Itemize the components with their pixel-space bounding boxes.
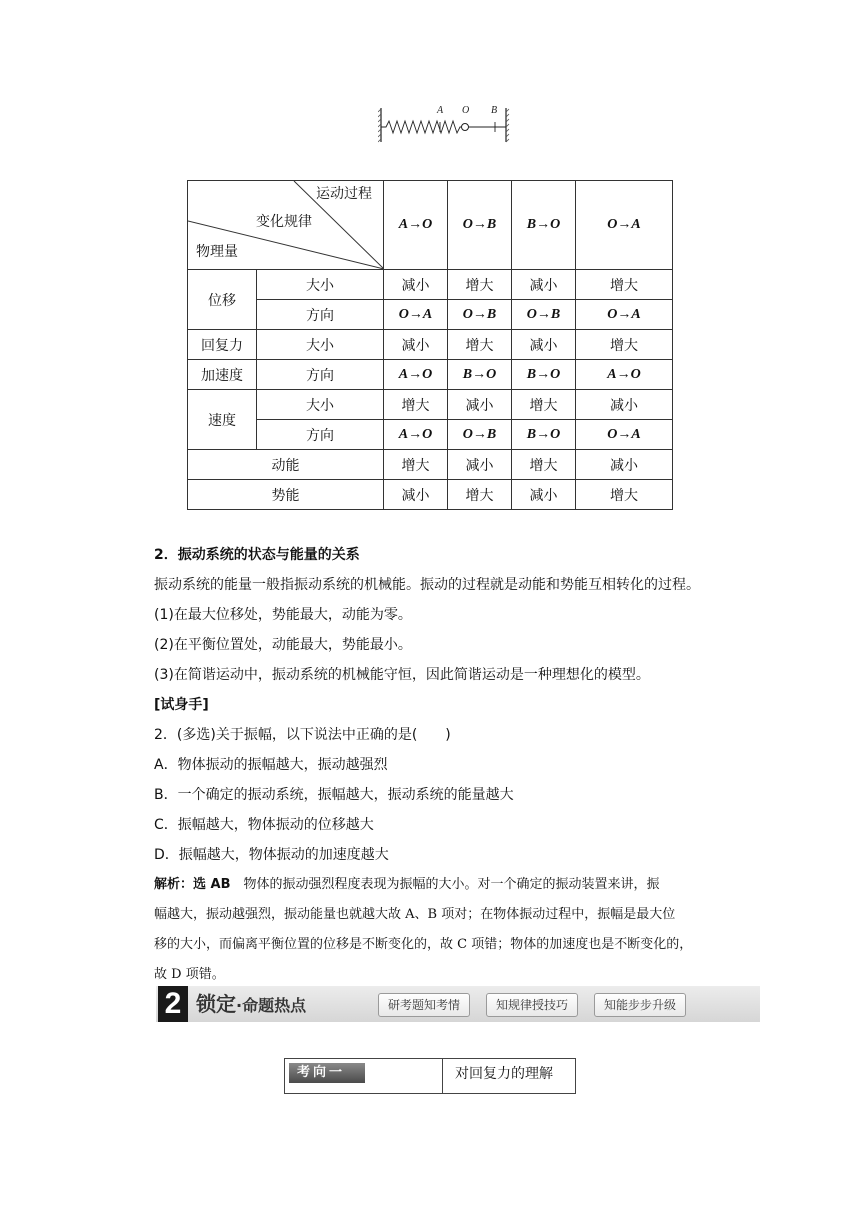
- point-o-label: O: [462, 105, 470, 116]
- table-row: [188, 300, 673, 330]
- try-label: [试身手]: [154, 697, 209, 713]
- row-sub-label: 方向: [257, 420, 384, 450]
- table-corner-header: [188, 181, 384, 270]
- question-option: B．一个确定的振动系统，振幅越大，振动系统的能量越大: [154, 787, 514, 803]
- section-body: [154, 540, 754, 990]
- question-option: C．振幅越大，物体振动的位移越大: [154, 817, 374, 833]
- table-cell: A→O: [384, 420, 448, 450]
- banner-button-levels[interactable]: 知能步步升级: [594, 993, 686, 1017]
- row-sub-label: 方向: [257, 360, 384, 390]
- table-cell: 减小: [448, 390, 512, 420]
- table-cell: 增大: [448, 330, 512, 360]
- header-process: B→O: [512, 181, 576, 270]
- oscillator-ball: [462, 124, 469, 131]
- analysis-block: [154, 870, 744, 990]
- header-process: A→O: [384, 181, 448, 270]
- point-a-label: A: [437, 105, 444, 116]
- row-group-label: 回复力: [188, 330, 257, 360]
- table-cell: O→B: [448, 420, 512, 450]
- spring-coil: [381, 121, 462, 133]
- table-cell: 增大: [576, 480, 673, 510]
- row-group-label: 加速度: [188, 360, 257, 390]
- analysis-line: 移的大小，而偏离平衡位置的位移是不断变化的，故 C 项错；物体的加速度也是不断变化的，: [154, 937, 693, 952]
- corner-label-process: 运动过程: [316, 186, 372, 202]
- header-process: O→B: [448, 181, 512, 270]
- table-row: [188, 450, 673, 480]
- banner-button-exam[interactable]: 研考题知考情: [378, 993, 470, 1017]
- table-cell: 增大: [384, 390, 448, 420]
- table-cell: 减小: [512, 480, 576, 510]
- table-row: [188, 420, 673, 450]
- table-cell: B→O: [512, 420, 576, 450]
- header-process: O→A: [576, 181, 673, 270]
- table-cell: 增大: [512, 450, 576, 480]
- table-row: [188, 270, 673, 300]
- kaoxiang-label: 对回复力的理解: [455, 1066, 553, 1082]
- row-group-label: 势能: [188, 480, 384, 510]
- banner-button-skills[interactable]: 知规律授技巧: [486, 993, 578, 1017]
- banner-number: 2: [158, 986, 188, 1022]
- kaoxiang-box: [284, 1058, 576, 1094]
- table-cell: O→A: [576, 300, 673, 330]
- table-cell: 增大: [512, 390, 576, 420]
- table-cell: 减小: [384, 330, 448, 360]
- kaoxiang-divider: [442, 1059, 443, 1093]
- analysis-label: 解析：选 AB: [154, 877, 231, 892]
- question-option: A．物体振动的振幅越大，振动越强烈: [154, 757, 388, 773]
- table-cell: 增大: [576, 330, 673, 360]
- motion-table: [187, 180, 673, 510]
- banner-subtitle: ·命题热点: [236, 996, 307, 1015]
- kaoxiang-tag: 考向一: [289, 1063, 365, 1083]
- section-intro: 振动系统的能量一般指振动系统的机械能。振动的过程就是动能和势能互相转化的过程。: [154, 577, 700, 593]
- table-row: [188, 330, 673, 360]
- analysis-line: 物体的振动强烈程度表现为振幅的大小。对一个确定的振动装置来讲，振: [230, 877, 660, 892]
- table-cell: 减小: [448, 450, 512, 480]
- table-row: [188, 480, 673, 510]
- banner-title-main: 锁定: [196, 992, 236, 1016]
- analysis-line: 幅越大，振动越强烈，振动能量也就越大故 A、B 项对；在物体振动过程中，振幅是最大位: [154, 907, 676, 922]
- section-heading: 2．振动系统的状态与能量的关系: [154, 547, 360, 563]
- row-group-label: 位移: [188, 270, 257, 330]
- banner-title: [196, 986, 306, 1024]
- table-cell: 增大: [384, 450, 448, 480]
- table-cell: 减小: [512, 270, 576, 300]
- row-group-label: 速度: [188, 390, 257, 450]
- question-option: D．振幅越大，物体振动的加速度越大: [154, 847, 389, 863]
- row-group-label: 动能: [188, 450, 384, 480]
- analysis-line: 故 D 项错。: [154, 967, 225, 982]
- table-cell: 增大: [576, 270, 673, 300]
- table-cell: O→B: [448, 300, 512, 330]
- row-sub-label: 大小: [257, 330, 384, 360]
- table-row: [188, 360, 673, 390]
- section-banner: [156, 986, 760, 1022]
- table-cell: 增大: [448, 270, 512, 300]
- row-sub-label: 大小: [257, 390, 384, 420]
- row-sub-label: 方向: [257, 300, 384, 330]
- corner-label-quantity: 物理量: [196, 244, 238, 260]
- point-b-label: B: [491, 105, 498, 116]
- corner-label-rule: 变化规律: [256, 214, 312, 230]
- table-cell: 减小: [512, 330, 576, 360]
- point-item: (2)在平衡位置处，动能最大，势能最小。: [154, 637, 412, 653]
- table-cell: 减小: [576, 390, 673, 420]
- table-cell: 减小: [384, 480, 448, 510]
- table-cell: O→B: [512, 300, 576, 330]
- table-cell: 增大: [448, 480, 512, 510]
- table-cell: B→O: [512, 360, 576, 390]
- point-item: (3)在简谐运动中，振动系统的机械能守恒，因此简谐运动是一种理想化的模型。: [154, 667, 650, 683]
- table-cell: A→O: [384, 360, 448, 390]
- row-sub-label: 大小: [257, 270, 384, 300]
- point-item: (1)在最大位移处，势能最大，动能为零。: [154, 607, 412, 623]
- table-cell: O→A: [384, 300, 448, 330]
- table-cell: 减小: [384, 270, 448, 300]
- table-cell: O→A: [576, 420, 673, 450]
- table-cell: A→O: [576, 360, 673, 390]
- question-stem: 2．(多选)关于振幅，以下说法中正确的是( ): [154, 727, 451, 743]
- table-cell: B→O: [448, 360, 512, 390]
- table-row: [188, 390, 673, 420]
- table-cell: 减小: [576, 450, 673, 480]
- spring-oscillator-diagram: [378, 100, 514, 150]
